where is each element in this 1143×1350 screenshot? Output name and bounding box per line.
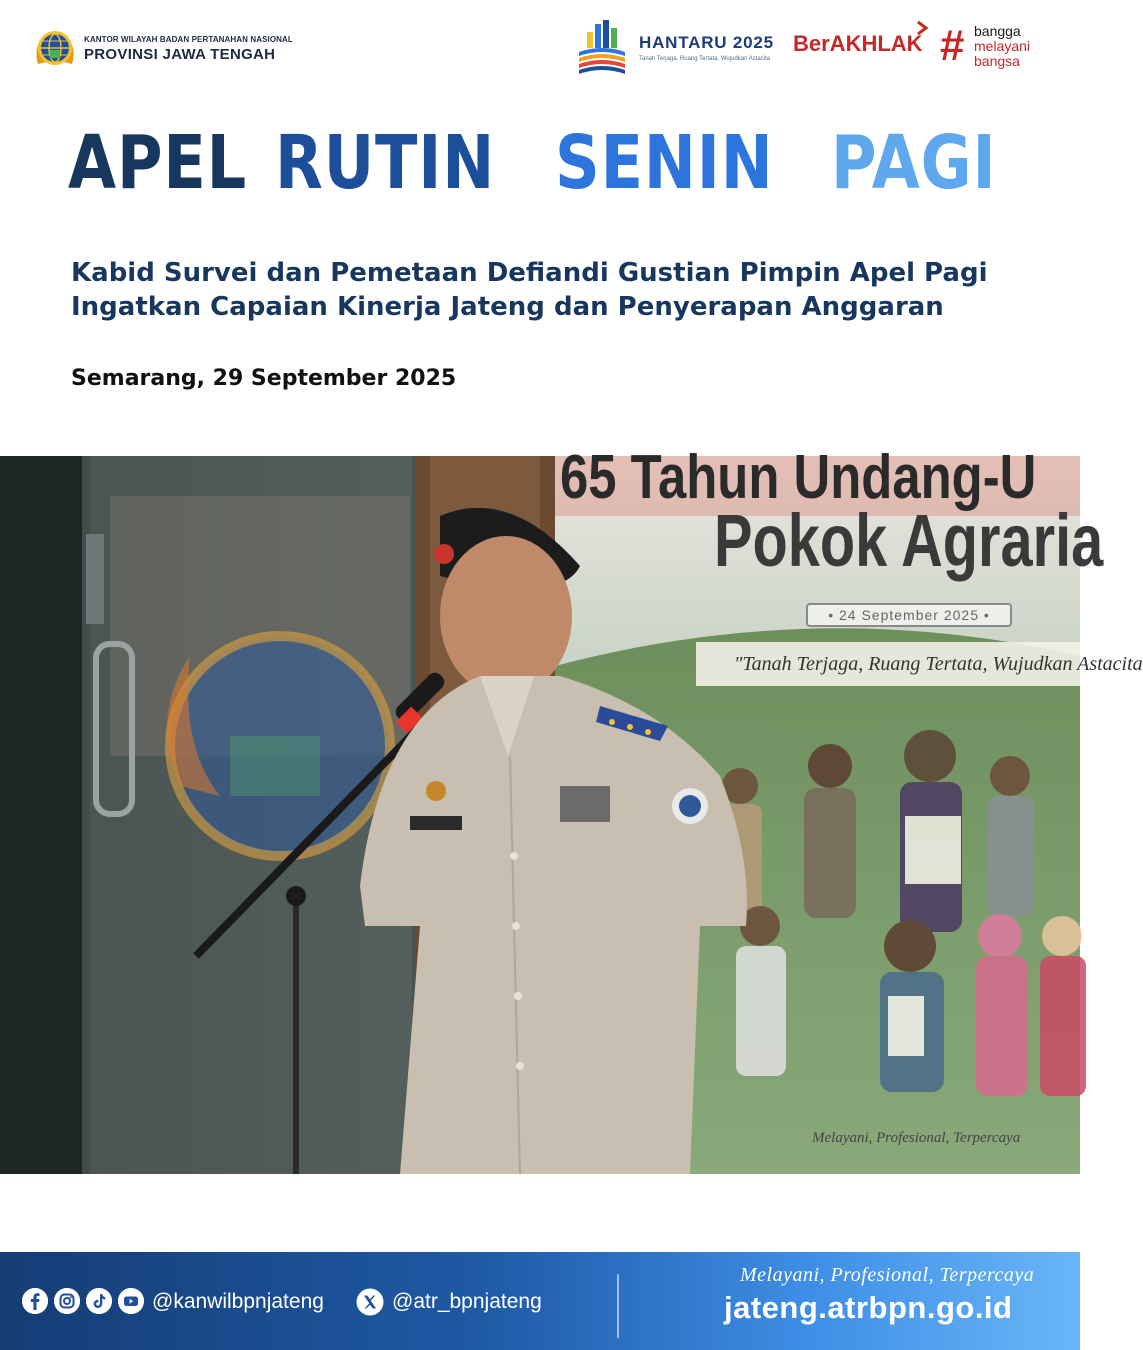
- title-word: SENIN: [555, 120, 774, 206]
- banner-quote: "Tanah Terjaga, Ruang Tertata, Wujudkan Astacita: [696, 642, 1080, 686]
- social-handle-x[interactable]: @atr_bpnjateng: [392, 1290, 542, 1313]
- event-photo: [0, 443, 1143, 1174]
- hantaru-brand: [575, 18, 774, 76]
- berakhlak-logo: BerAKHLAK: [793, 31, 923, 56]
- news-subtitle: [71, 256, 1031, 324]
- hantaru-title: HANTARU 2025: [639, 32, 774, 52]
- hantaru-tagline: Tanah Terjaga, Ruang Tertata, Wujudkan Astacita: [639, 55, 771, 62]
- title-word: APEL: [68, 120, 248, 206]
- chevron-right-icon: [915, 21, 929, 35]
- instagram-icon[interactable]: [54, 1288, 80, 1314]
- dateline: Semarang, 29 September 2025: [71, 366, 457, 391]
- title-word: PAGI: [831, 120, 997, 206]
- header: [0, 0, 1080, 100]
- website-link[interactable]: jateng.atrbpn.go.id: [724, 1290, 1013, 1325]
- banner-motto: Melayani, Profesional, Terpercaya: [812, 1130, 1021, 1146]
- footer: [0, 1252, 1080, 1350]
- bangga-hash: #: [940, 21, 965, 70]
- footer-motto: Melayani, Profesional, Terpercaya: [740, 1264, 1035, 1286]
- facebook-icon[interactable]: [22, 1288, 48, 1314]
- org-name-line1: KANTOR WILAYAH BADAN PERTANAHAN NASIONAL: [84, 35, 293, 44]
- x-icon[interactable]: [356, 1288, 384, 1316]
- banner-headline-line1: 65 Tahun Undang-U: [560, 443, 1037, 512]
- bangga-melayani-logo: [940, 22, 1050, 72]
- social-handle-main[interactable]: @kanwilbpnjateng: [152, 1290, 324, 1313]
- bpn-emblem-icon: [32, 26, 78, 72]
- bangga-line: bangsa: [974, 53, 1020, 69]
- footer-divider: [617, 1274, 619, 1338]
- banner-headline-line2: Pokok Agraria: [714, 499, 1104, 582]
- subtitle-line: Kabid Survei dan Pemetaan Defiandi Gustian Pimpin Apel Pagi: [71, 258, 988, 288]
- tiktok-icon[interactable]: [86, 1288, 112, 1314]
- bangga-line: melayani: [974, 38, 1031, 54]
- banner-date: • 24 September 2025 •: [806, 603, 1012, 627]
- subtitle-line: Ingatkan Capaian Kinerja Jateng dan Penyerapan Anggaran: [71, 292, 944, 322]
- title-word: RUTIN: [275, 120, 496, 206]
- youtube-icon[interactable]: [118, 1288, 144, 1314]
- bangga-line: bangga: [974, 23, 1021, 39]
- org-name-line2: PROVINSI JAWA TENGAH: [84, 46, 276, 63]
- hantaru-logo-icon: [575, 18, 629, 76]
- page-title: [68, 118, 1028, 208]
- social-icons: [22, 1288, 144, 1314]
- org-brand: [32, 26, 293, 72]
